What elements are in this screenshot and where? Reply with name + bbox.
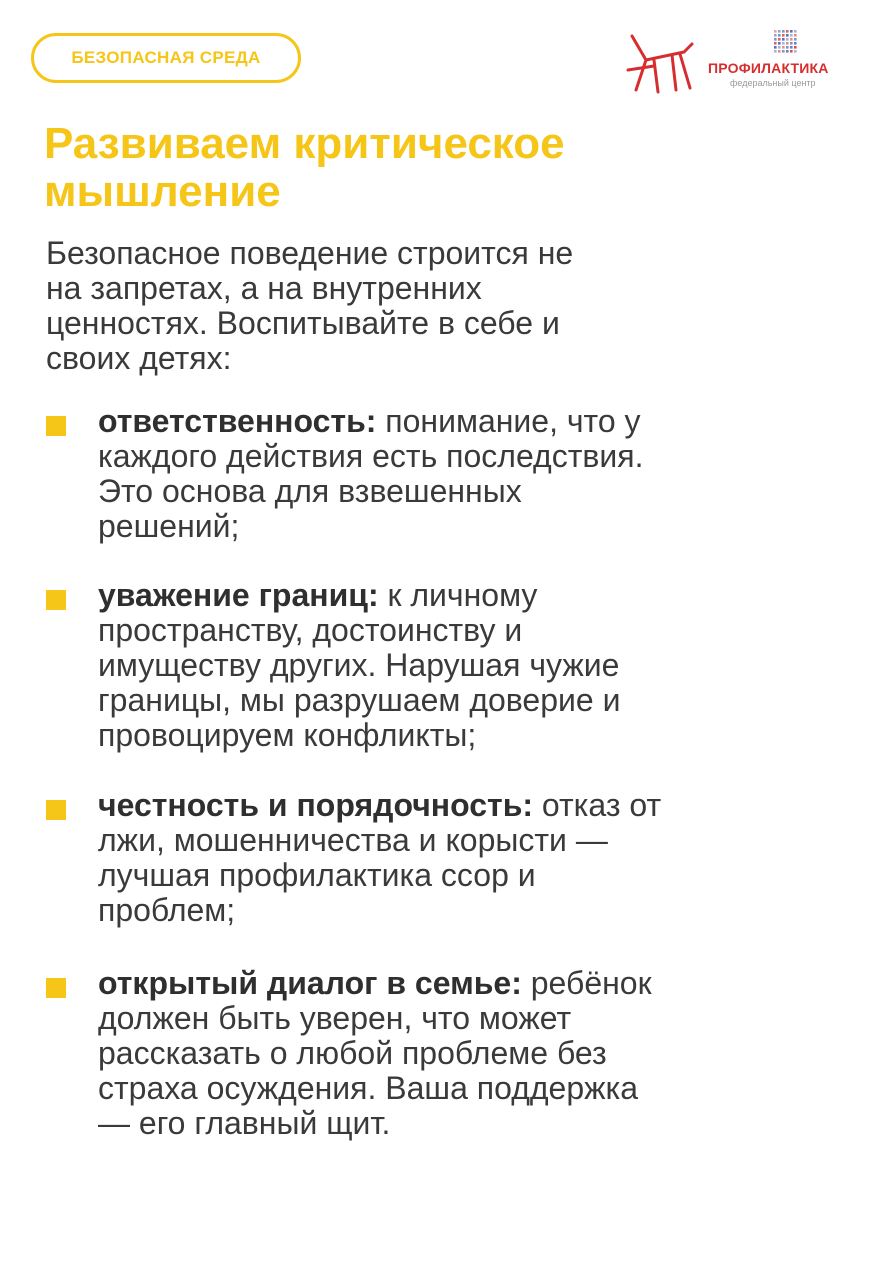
item-line-1 <box>98 404 858 439</box>
item-line-2: пространству, достоинству и <box>98 612 523 648</box>
grid-dot <box>794 50 797 53</box>
title-line-1: Развиваем критическое <box>44 119 565 168</box>
item-line-1-rest: понимание, что у <box>376 403 641 439</box>
grid-dot <box>778 38 781 41</box>
intro-line-2: на запретах, а на внутренних <box>46 270 482 306</box>
item-line-2: должен быть уверен, что может <box>98 1000 572 1036</box>
list-item-text <box>98 404 858 544</box>
grid-dot <box>782 42 785 45</box>
grid-dot <box>782 50 785 53</box>
item-line-1-rest: ребёнок <box>521 965 652 1001</box>
item-line-3: рассказать о любой проблеме без <box>98 1035 607 1071</box>
grid-dot <box>782 38 785 41</box>
intro-line-4: своих детях: <box>46 340 232 376</box>
item-line-1-rest: отказ от <box>533 787 662 823</box>
item-line-4: решений; <box>98 508 240 544</box>
grid-dot <box>774 46 777 49</box>
grid-dot <box>786 30 789 33</box>
grid-dot <box>774 50 777 53</box>
grid-dot <box>794 30 797 33</box>
logo <box>624 28 864 98</box>
grid-dot <box>794 42 797 45</box>
grid-dot <box>782 34 785 37</box>
item-line-1-rest: к личному <box>378 577 538 613</box>
grid-dot <box>778 34 781 37</box>
item-term: уважение границ: <box>98 577 379 613</box>
grid-dot <box>790 30 793 33</box>
grid-dot <box>774 42 777 45</box>
item-line-5: — его главный щит. <box>98 1105 391 1141</box>
grid-dot <box>790 42 793 45</box>
item-term: ответственность: <box>98 403 377 439</box>
item-line-5: провоцируем конфликты; <box>98 717 477 753</box>
grid-dot <box>794 34 797 37</box>
square-bullet-icon <box>46 800 66 820</box>
logo-figure-icon <box>624 30 696 96</box>
logo-name: ПРОФИЛАКТИКА <box>708 60 829 76</box>
grid-dot <box>786 34 789 37</box>
grid-dot <box>790 46 793 49</box>
item-line-3: имуществу других. Нарушая чужие <box>98 647 620 683</box>
list-item-text <box>98 966 858 1141</box>
grid-dot <box>782 46 785 49</box>
grid-dot <box>786 46 789 49</box>
title-line-2: мышление <box>44 167 281 216</box>
grid-dot <box>794 38 797 41</box>
grid-dot <box>786 50 789 53</box>
grid-dot <box>782 30 785 33</box>
grid-dot <box>786 42 789 45</box>
item-line-2: лжи, мошенничества и корысти — <box>98 822 608 858</box>
square-bullet-icon <box>46 416 66 436</box>
item-line-4: проблем; <box>98 892 236 928</box>
section-badge: БЕЗОПАСНАЯ СРЕДА <box>31 33 301 83</box>
square-bullet-icon <box>46 978 66 998</box>
grid-dot <box>790 50 793 53</box>
intro-line-3: ценностях. Воспитывайте в себе и <box>46 305 560 341</box>
item-line-1 <box>98 578 858 613</box>
list-item-text <box>98 788 858 928</box>
grid-dot <box>774 30 777 33</box>
item-term: честность и порядочность: <box>98 787 534 823</box>
grid-dot <box>778 50 781 53</box>
list-item-text <box>98 578 858 753</box>
item-line-1 <box>98 966 858 1001</box>
logo-subtitle: федеральный центр <box>730 78 816 88</box>
grid-dot <box>790 34 793 37</box>
item-term: открытый диалог в семье: <box>98 965 522 1001</box>
item-line-3: лучшая профилактика ссор и <box>98 857 536 893</box>
dotted-grid-icon <box>774 30 798 54</box>
intro-paragraph <box>46 236 846 376</box>
item-line-4: страха осуждения. Ваша поддержка <box>98 1070 639 1106</box>
page-title <box>44 120 844 216</box>
item-line-2: каждого действия есть последствия. <box>98 438 644 474</box>
grid-dot <box>778 46 781 49</box>
item-line-3: Это основа для взвешенных <box>98 473 522 509</box>
grid-dot <box>778 30 781 33</box>
item-line-1 <box>98 788 858 823</box>
square-bullet-icon <box>46 590 66 610</box>
item-line-4: границы, мы разрушаем доверие и <box>98 682 621 718</box>
intro-line-1: Безопасное поведение строится не <box>46 235 574 271</box>
grid-dot <box>786 38 789 41</box>
grid-dot <box>790 38 793 41</box>
grid-dot <box>774 38 777 41</box>
grid-dot <box>794 46 797 49</box>
grid-dot <box>774 34 777 37</box>
grid-dot <box>778 42 781 45</box>
